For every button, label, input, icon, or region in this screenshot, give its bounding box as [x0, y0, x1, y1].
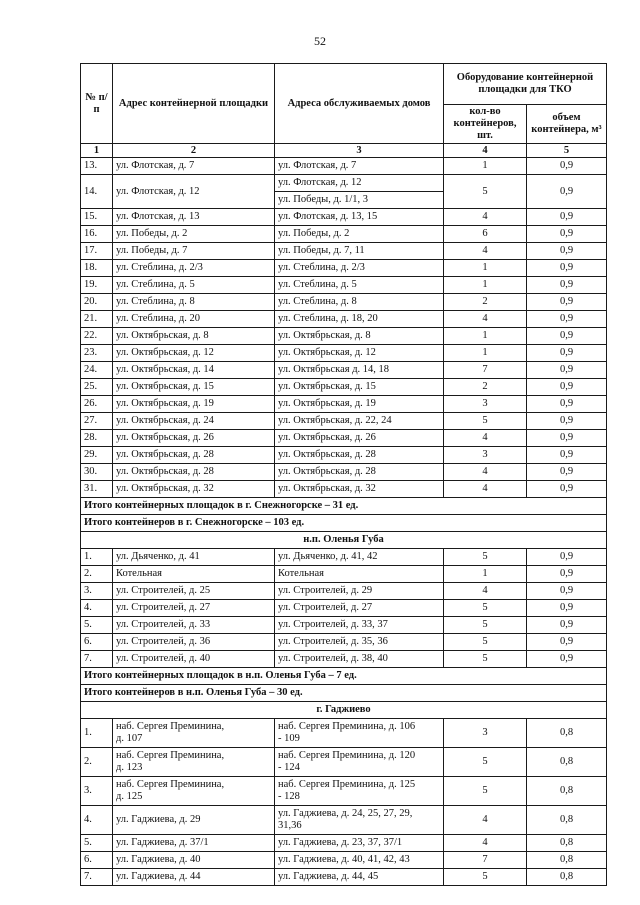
container-volume: 0,9: [527, 311, 607, 328]
header-volume: объем контейнера, м³: [527, 105, 607, 144]
row-number: 27.: [81, 413, 113, 430]
houses-address: ул. Октябрьская, д. 22, 24: [275, 413, 444, 430]
table-row: [81, 583, 607, 600]
houses-address: ул. Строителей, д. 35, 36: [275, 634, 444, 651]
site-address: ул. Октябрьская, д. 12: [113, 345, 275, 362]
houses-address: ул. Флотская, д. 7: [275, 158, 444, 175]
container-volume: 0,9: [527, 158, 607, 175]
houses-address: ул. Октябрьская д. 14, 18: [275, 362, 444, 379]
container-volume: 0,9: [527, 260, 607, 277]
row-number: 2.: [81, 566, 113, 583]
houses-address: ул. Октябрьская, д. 19: [275, 396, 444, 413]
site-address: ул. Победы, д. 2: [113, 226, 275, 243]
houses-address: ул. Октябрьская, д. 12: [275, 345, 444, 362]
site-address: ул. Октябрьская, д. 24: [113, 413, 275, 430]
container-volume: 0,8: [527, 777, 607, 806]
row-number: 18.: [81, 260, 113, 277]
table-row: [81, 345, 607, 362]
site-address: [113, 748, 275, 777]
houses-address: ул. Стеблина, д. 18, 20: [275, 311, 444, 328]
row-number: 2.: [81, 748, 113, 777]
site-address: ул. Строителей, д. 25: [113, 583, 275, 600]
row-number: 22.: [81, 328, 113, 345]
site-address: ул. Стеблина, д. 5: [113, 277, 275, 294]
site-address: ул. Победы, д. 7: [113, 243, 275, 260]
section-olenya-guba: н.п. Оленья Губа: [81, 532, 607, 549]
text-line: ул. Гаджиева, д. 29: [116, 814, 201, 825]
container-count: 5: [444, 634, 527, 651]
houses-address: Котельная: [275, 566, 444, 583]
table-row: [81, 806, 607, 835]
snezhnogorsk-total-containers: Итого контейнеров в г. Снежногорске – 103 ед.: [81, 515, 607, 532]
site-address: ул. Гаджиева, д. 40: [113, 852, 275, 869]
site-address: ул. Флотская, д. 12: [113, 175, 275, 209]
houses-address: ул. Победы, д. 7, 11: [275, 243, 444, 260]
container-volume: 0,8: [527, 748, 607, 777]
row-number: 15.: [81, 209, 113, 226]
site-address: [113, 777, 275, 806]
container-count: 3: [444, 719, 527, 748]
row-number: 5.: [81, 617, 113, 634]
container-volume: 0,9: [527, 583, 607, 600]
container-count: 4: [444, 481, 527, 498]
row-number: 3.: [81, 583, 113, 600]
houses-address: ул. Флотская, д. 12: [275, 175, 444, 192]
row-number: 19.: [81, 277, 113, 294]
row-number: 23.: [81, 345, 113, 362]
site-address: ул. Октябрьская, д. 26: [113, 430, 275, 447]
table-row: [81, 277, 607, 294]
container-volume: 0,9: [527, 226, 607, 243]
site-address: ул. Строителей, д. 40: [113, 651, 275, 668]
col-index: 1: [81, 144, 113, 158]
container-volume: 0,9: [527, 651, 607, 668]
site-address: ул. Октябрьская, д. 32: [113, 481, 275, 498]
container-volume: 0,9: [527, 566, 607, 583]
container-volume: 0,8: [527, 852, 607, 869]
site-address: ул. Октябрьская, д. 28: [113, 447, 275, 464]
container-volume: 0,8: [527, 869, 607, 886]
houses-address: ул. Строителей, д. 33, 37: [275, 617, 444, 634]
row-number: 7.: [81, 651, 113, 668]
site-address: ул. Октябрьская, д. 19: [113, 396, 275, 413]
table-row: [81, 566, 607, 583]
site-address: [113, 806, 275, 835]
row-number: 25.: [81, 379, 113, 396]
site-address: ул. Октябрьская, д. 8: [113, 328, 275, 345]
container-count: 6: [444, 226, 527, 243]
site-address: ул. Флотская, д. 13: [113, 209, 275, 226]
snezhnogorsk-rows-a: [81, 158, 607, 175]
container-volume: 0,9: [527, 243, 607, 260]
page-number: 52: [314, 34, 326, 48]
text-line: - 109: [278, 733, 300, 744]
houses-address: ул. Октябрьская, д. 28: [275, 447, 444, 464]
text-line: ул. Гаджиева, д. 24, 25, 27, 29,: [278, 808, 413, 819]
text-line: д. 123: [116, 762, 143, 773]
container-count: 5: [444, 413, 527, 430]
text-line: д. 107: [116, 733, 143, 744]
site-address: ул. Флотская, д. 7: [113, 158, 275, 175]
container-count: 1: [444, 566, 527, 583]
container-volume: 0,9: [527, 600, 607, 617]
container-count: 1: [444, 277, 527, 294]
houses-address: [275, 806, 444, 835]
row-number: 6.: [81, 634, 113, 651]
container-volume: 0,9: [527, 328, 607, 345]
site-address: ул. Строителей, д. 33: [113, 617, 275, 634]
container-volume: 0,9: [527, 549, 607, 566]
snezhnogorsk-row-14: [81, 175, 607, 209]
row-number: 28.: [81, 430, 113, 447]
text-line: наб. Сергея Преминина, д. 125: [278, 779, 416, 790]
site-address: ул. Октябрьская, д. 28: [113, 464, 275, 481]
houses-address: ул. Октябрьская, д. 32: [275, 481, 444, 498]
houses-address: ул. Гаджиева, д. 44, 45: [275, 869, 444, 886]
container-volume: 0,9: [527, 345, 607, 362]
row-number: 29.: [81, 447, 113, 464]
table-row: [81, 617, 607, 634]
container-volume: 0,9: [527, 277, 607, 294]
container-volume: 0,9: [527, 447, 607, 464]
gadzhievo-rows-tall: [81, 719, 607, 835]
row-number: 6.: [81, 852, 113, 869]
site-address: ул. Октябрьская, д. 15: [113, 379, 275, 396]
container-count: 5: [444, 869, 527, 886]
container-count: 4: [444, 464, 527, 481]
table-row: [81, 651, 607, 668]
olenya-guba-rows: [81, 549, 607, 668]
container-count: 3: [444, 447, 527, 464]
header-num: № п/п: [81, 64, 113, 144]
section-gadzhievo: г. Гаджиево: [81, 702, 607, 719]
row-number: 21.: [81, 311, 113, 328]
site-address: Котельная: [113, 566, 275, 583]
olenya-total-containers: Итого контейнеров в н.п. Оленья Губа – 30 ед.: [81, 685, 607, 702]
table-row: [81, 634, 607, 651]
site-address: [113, 719, 275, 748]
snezhnogorsk-total-sites: Итого контейнерных площадок в г. Снежногорске – 31 ед.: [81, 498, 607, 515]
container-count: 4: [444, 430, 527, 447]
row-number: 1.: [81, 549, 113, 566]
row-number: 31.: [81, 481, 113, 498]
row-number: 5.: [81, 835, 113, 852]
container-count: 5: [444, 549, 527, 566]
houses-address: ул. Стеблина, д. 8: [275, 294, 444, 311]
olenya-total-sites: Итого контейнерных площадок в н.п. Оленья Губа – 7 ед.: [81, 668, 607, 685]
row-number: 13.: [81, 158, 113, 175]
text-line: наб. Сергея Преминина, д. 106: [278, 721, 416, 732]
table-row: [81, 464, 607, 481]
container-count: 4: [444, 806, 527, 835]
container-count: 5: [444, 651, 527, 668]
table-row: [81, 600, 607, 617]
container-volume: 0,9: [527, 617, 607, 634]
row-number: 20.: [81, 294, 113, 311]
container-sites-table: [80, 63, 607, 886]
houses-address: ул. Строителей, д. 29: [275, 583, 444, 600]
table-row: [81, 243, 607, 260]
col-index: 5: [527, 144, 607, 158]
row-number: 26.: [81, 396, 113, 413]
houses-address: ул. Строителей, д. 38, 40: [275, 651, 444, 668]
row-number: 30.: [81, 464, 113, 481]
header-equipment: Оборудование контейнерной площадки для ТКО: [444, 64, 607, 105]
container-volume: 0,9: [527, 413, 607, 430]
table-row: [81, 209, 607, 226]
container-count: 4: [444, 209, 527, 226]
site-address: ул. Стеблина, д. 2/3: [113, 260, 275, 277]
text-line: - 124: [278, 762, 300, 773]
table-row: [81, 719, 607, 748]
container-count: 1: [444, 345, 527, 362]
container-volume: 0,8: [527, 835, 607, 852]
table-row: [81, 311, 607, 328]
site-address: ул. Гаджиева, д. 37/1: [113, 835, 275, 852]
snezhnogorsk-rows-b: [81, 209, 607, 498]
container-count: 1: [444, 260, 527, 277]
container-count: 2: [444, 294, 527, 311]
container-count: 5: [444, 175, 527, 209]
site-address: ул. Гаджиева, д. 44: [113, 869, 275, 886]
text-line: наб. Сергея Преминина,: [116, 779, 225, 790]
site-address: ул. Октябрьская, д. 14: [113, 362, 275, 379]
container-count: 1: [444, 328, 527, 345]
site-address: ул. Строителей, д. 27: [113, 600, 275, 617]
table-row: [81, 260, 607, 277]
container-count: 3: [444, 396, 527, 413]
container-count: 4: [444, 583, 527, 600]
header-site-address: Адрес контейнерной площадки: [113, 64, 275, 144]
row-number: 4.: [81, 600, 113, 617]
houses-address: ул. Октябрьская, д. 15: [275, 379, 444, 396]
text-line: - 128: [278, 791, 300, 802]
row-number: 14.: [81, 175, 113, 209]
column-index-row: [81, 144, 607, 158]
table-row: [81, 226, 607, 243]
houses-address: [275, 748, 444, 777]
header-houses-address: Адреса обслуживаемых домов: [275, 64, 444, 144]
table-row: [81, 430, 607, 447]
text-line: наб. Сергея Преминина, д. 120: [278, 750, 416, 761]
houses-address: ул. Стеблина, д. 5: [275, 277, 444, 294]
container-volume: 0,9: [527, 362, 607, 379]
houses-address: ул. Октябрьская, д. 8: [275, 328, 444, 345]
site-address: ул. Стеблина, д. 8: [113, 294, 275, 311]
table-row: [81, 748, 607, 777]
container-count: 4: [444, 311, 527, 328]
container-count: 4: [444, 835, 527, 852]
houses-address: ул. Победы, д. 2: [275, 226, 444, 243]
container-volume: 0,9: [527, 464, 607, 481]
table-row: [81, 158, 607, 175]
table-row: [81, 379, 607, 396]
container-volume: 0,9: [527, 175, 607, 209]
table-row: [81, 549, 607, 566]
header-count: кол-во контейнеров, шт.: [444, 105, 527, 144]
site-address: ул. Строителей, д. 36: [113, 634, 275, 651]
table-row: [81, 175, 607, 192]
table-row: [81, 396, 607, 413]
row-number: 7.: [81, 869, 113, 886]
container-count: 4: [444, 243, 527, 260]
col-index: 4: [444, 144, 527, 158]
container-volume: 0,9: [527, 294, 607, 311]
houses-address: ул. Гаджиева, д. 40, 41, 42, 43: [275, 852, 444, 869]
table-row: [81, 481, 607, 498]
houses-address: ул. Дьяченко, д. 41, 42: [275, 549, 444, 566]
row-number: 16.: [81, 226, 113, 243]
row-number: 17.: [81, 243, 113, 260]
container-count: 5: [444, 777, 527, 806]
table-row: [81, 413, 607, 430]
houses-address: ул. Октябрьская, д. 28: [275, 464, 444, 481]
houses-address: ул. Октябрьская, д. 26: [275, 430, 444, 447]
houses-address: ул. Стеблина, д. 2/3: [275, 260, 444, 277]
container-volume: 0,8: [527, 719, 607, 748]
container-volume: 0,9: [527, 430, 607, 447]
text-line: наб. Сергея Преминина,: [116, 750, 225, 761]
container-count: 7: [444, 852, 527, 869]
container-volume: 0,8: [527, 806, 607, 835]
houses-address: ул. Гаджиева, д. 23, 37, 37/1: [275, 835, 444, 852]
container-count: 1: [444, 158, 527, 175]
houses-address: ул. Строителей, д. 27: [275, 600, 444, 617]
houses-address: [275, 777, 444, 806]
row-number: 1.: [81, 719, 113, 748]
row-number: 24.: [81, 362, 113, 379]
table-row: [81, 362, 607, 379]
table-row: [81, 835, 607, 852]
row-number: 4.: [81, 806, 113, 835]
table-row: [81, 777, 607, 806]
text-line: д. 125: [116, 791, 143, 802]
houses-address: [275, 719, 444, 748]
table-row: [81, 447, 607, 464]
container-volume: 0,9: [527, 209, 607, 226]
houses-address: ул. Флотская, д. 13, 15: [275, 209, 444, 226]
table-row: [81, 294, 607, 311]
col-index: 3: [275, 144, 444, 158]
col-index: 2: [113, 144, 275, 158]
container-count: 5: [444, 748, 527, 777]
container-count: 7: [444, 362, 527, 379]
table-row: [81, 328, 607, 345]
container-volume: 0,9: [527, 481, 607, 498]
gadzhievo-rows: [81, 835, 607, 886]
container-volume: 0,9: [527, 379, 607, 396]
houses-address: ул. Победы, д. 1/1, 3: [275, 192, 444, 209]
table-row: [81, 852, 607, 869]
row-number: 3.: [81, 777, 113, 806]
table-row: [81, 869, 607, 886]
text-line: 31,36: [278, 820, 302, 831]
site-address: ул. Стеблина, д. 20: [113, 311, 275, 328]
container-volume: 0,9: [527, 396, 607, 413]
container-count: 5: [444, 617, 527, 634]
site-address: ул. Дьяченко, д. 41: [113, 549, 275, 566]
container-volume: 0,9: [527, 634, 607, 651]
container-count: 5: [444, 600, 527, 617]
container-count: 2: [444, 379, 527, 396]
text-line: наб. Сергея Преминина,: [116, 721, 225, 732]
